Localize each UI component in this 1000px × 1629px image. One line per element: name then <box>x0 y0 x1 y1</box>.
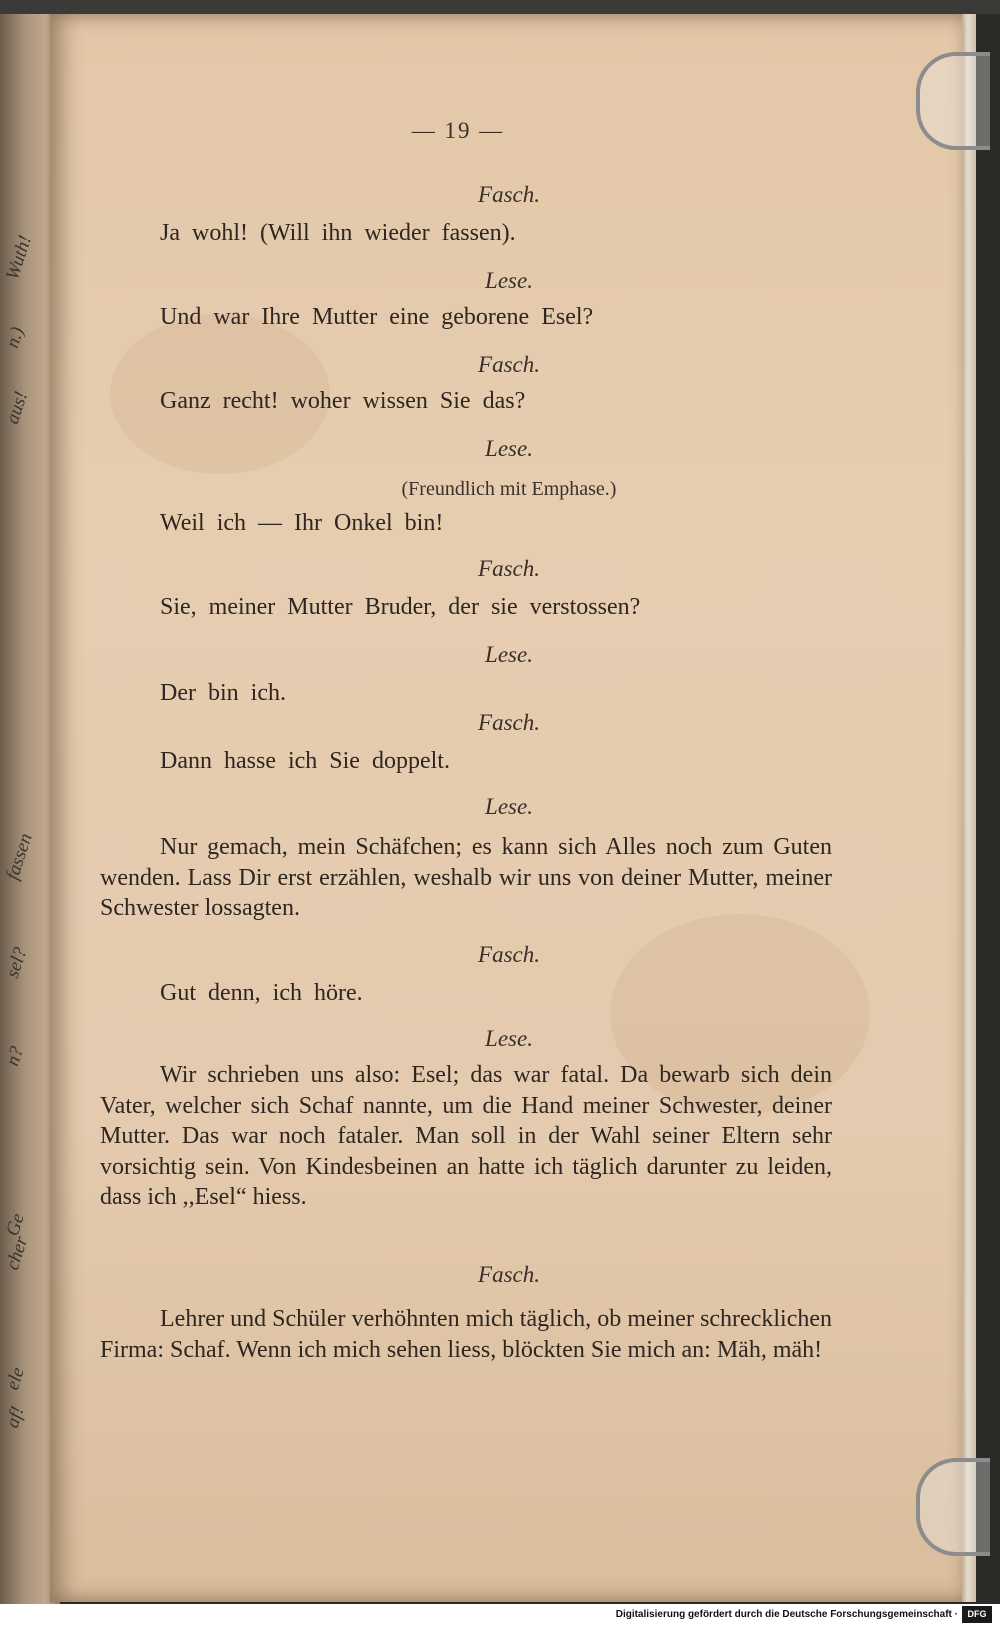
margin-fragment: fassen <box>2 830 37 883</box>
dialogue-paragraph <box>100 1060 832 1213</box>
dialogue-line: Ja wohl! (Will ihn wieder fassen). <box>160 220 516 246</box>
speaker-label: Fasch. <box>478 710 540 735</box>
dialogue-paragraph <box>100 1304 832 1365</box>
paragraph-text: Nur gemach, mein Schäfchen; es kann sich Alles noch zum Guten wenden. Lass Dir erst erzählen, weshalb wir uns von deiner Mutter, meiner Schwester lossagten. <box>100 834 832 921</box>
margin-fragment: Ge <box>2 1210 29 1239</box>
speaker-label: Lese. <box>485 794 533 819</box>
scanner-clip-icon <box>916 1458 990 1556</box>
margin-fragment: n? <box>2 1043 28 1069</box>
dialogue-line: Sie, meiner Mutter Bruder, der sie verstossen? <box>160 594 641 620</box>
speaker-label: Lese. <box>485 436 533 461</box>
margin-fragment: ele <box>2 1364 29 1393</box>
dialogue-line: Der bin ich. <box>160 680 286 706</box>
dialogue-line: Ganz recht! woher wissen Sie das? <box>160 388 526 414</box>
dialogue-line: Gut denn, ich höre. <box>160 980 363 1006</box>
speaker-label: Fasch. <box>478 556 540 581</box>
paragraph-text: Wir schrieben uns also: Esel; das war fatal. Da bewarb sich dein Vater, welcher sich Schaf nannte, um die Hand meiner Schwester, deiner Mutter. Das war noch fataler. Man soll in der Wahl seiner Eltern sehr vorsichtig sein. Von Kindesbeinen an hatte ich täglich darunter zu leiden, dass ich ,,Esel“ hiess. <box>100 1062 832 1210</box>
dialogue-paragraph <box>100 832 832 924</box>
speaker-label: Fasch. <box>478 352 540 377</box>
digitization-credit: Digitalisierung gefördert durch die Deutsche Forschungsgemeinschaft · <box>615 1609 958 1620</box>
margin-fragment: cher <box>2 1233 33 1273</box>
speaker-label: Lese. <box>485 268 533 293</box>
dialogue-line: Dann hasse ich Sie doppelt. <box>160 748 450 774</box>
stage-direction: (Freundlich mit Emphase.) <box>401 478 617 500</box>
dialogue-line: Weil ich — Ihr Onkel bin! <box>160 510 444 536</box>
margin-fragment: sel? <box>2 944 32 981</box>
paragraph-text: Lehrer und Schüler verhöhnten mich täglich, ob meiner schrecklichen Firma: Schaf. Wenn ich mich sehen liess, blöckten Sie mich an: Mäh, mäh! <box>100 1306 832 1363</box>
page-number: — 19 — <box>411 118 505 143</box>
speaker-label: Fasch. <box>478 182 540 207</box>
margin-fragment: af! <box>2 1403 29 1431</box>
dialogue-line: Und war Ihre Mutter eine geborene Esel? <box>160 304 594 330</box>
speaker-label: Lese. <box>485 642 533 667</box>
speaker-label: Fasch. <box>478 1262 540 1287</box>
margin-fragment: n.) <box>2 324 29 351</box>
scanner-clip-icon <box>916 52 990 150</box>
dfg-logo-icon: DFG <box>962 1606 992 1623</box>
speaker-label: Fasch. <box>478 942 540 967</box>
margin-fragment: aus! <box>2 388 33 427</box>
scan-border <box>0 0 1000 14</box>
speaker-label: Lese. <box>485 1026 533 1051</box>
margin-fragment: Wuth! <box>2 232 36 283</box>
